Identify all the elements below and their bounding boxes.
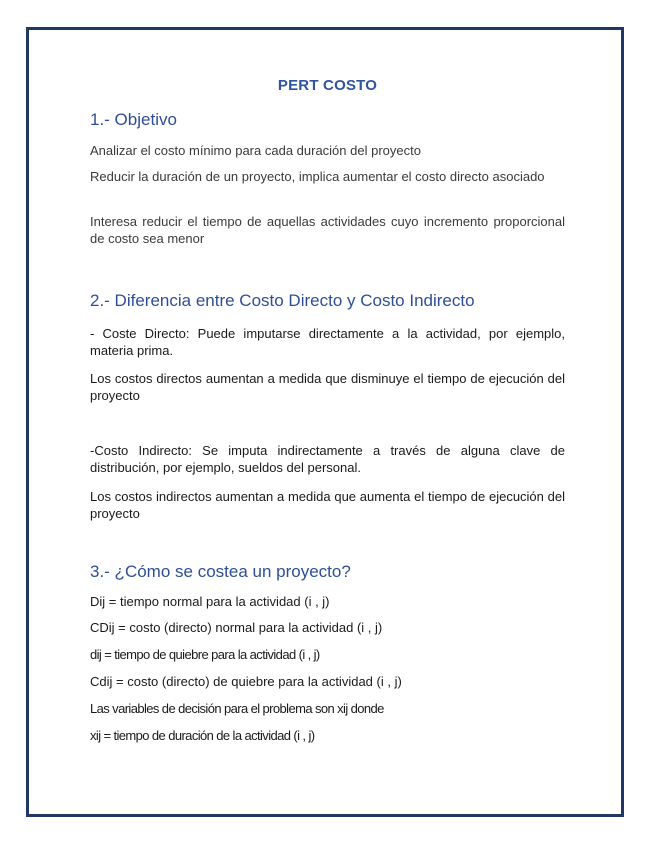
definition-line-dij-quiebre: dij = tiempo de quiebre para la actividad (i , j)	[90, 647, 320, 662]
section-2-paragraph-2: Los costos directos aumentan a medida que disminuye el tiempo de ejecución del proyecto	[90, 371, 565, 403]
section-3-heading: 3.- ¿Cómo se costea un proyecto?	[90, 562, 351, 581]
document-title: PERT COSTO	[277, 77, 378, 94]
section-1-paragraph-2: Reducir la duración de un proyecto, implica aumentar el costo directo asociado	[90, 169, 545, 184]
section-2-paragraph-3: -Costo Indirecto: Se imputa indirectamente a través de alguna clave de distribución, por ejemplo, sueldos del personal.	[90, 443, 565, 475]
definition-line-xij: xij = tiempo de duración de la actividad (i , j)	[90, 728, 315, 743]
decision-variables-line: Las variables de decisión para el problema son xij donde	[90, 701, 384, 716]
definition-line-cdij-quiebre: Cdij = costo (directo) de quiebre para la actividad (i , j)	[90, 674, 402, 689]
section-1-paragraph-3: Interesa reducir el tiempo de aquellas actividades cuyo incremento proporcional de costo sea menor	[90, 214, 565, 246]
definition-line-dij: Dij = tiempo normal para la actividad (i , j)	[90, 594, 330, 609]
section-1-heading: 1.- Objetivo	[90, 110, 177, 129]
section-2-paragraph-4: Los costos indirectos aumentan a medida que aumenta el tiempo de ejecución del proyecto	[90, 489, 565, 521]
section-2-paragraph-1: - Coste Directo: Puede imputarse directamente a la actividad, por ejemplo, materia prima.	[90, 326, 565, 358]
section-1-paragraph-1: Analizar el costo mínimo para cada duración del proyecto	[90, 143, 421, 158]
definition-line-cdij: CDij = costo (directo) normal para la actividad (i , j)	[90, 620, 383, 635]
section-2-heading: 2.- Diferencia entre Costo Directo y Costo Indirecto	[90, 291, 475, 310]
